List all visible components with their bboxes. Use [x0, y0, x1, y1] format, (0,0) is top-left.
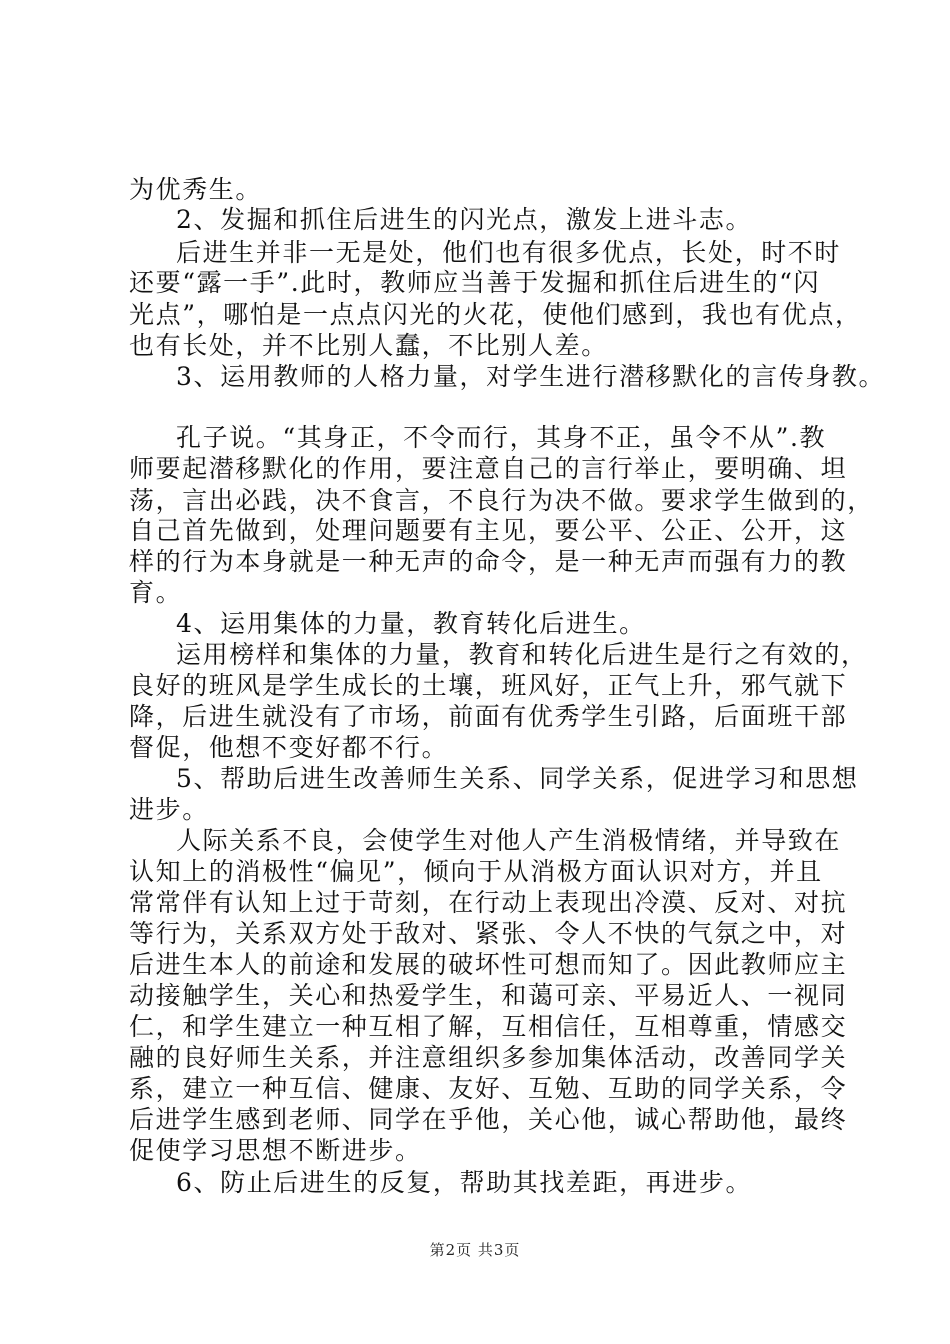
text-line: 督促，他想不变好都不行。 [129, 733, 449, 762]
text-line: 认知上的消极性“偏见”，倾向于从消极方面认识对方，并且 [129, 857, 823, 886]
text-line: 仁，和学生建立一种互相了解，互相信任，互相尊重，情感交 [129, 1012, 848, 1041]
text-line: 等行为，关系双方处于敌对、紧张、令人不快的气氛之中，对 [129, 919, 848, 948]
page-number-footer: 第2页 共3页 [429, 1241, 521, 1259]
text-line: 常常伴有认知上过于苛刻，在行动上表现出冷漠、反对、对抗 [129, 888, 848, 917]
text-line: 人际关系不良，会使学生对他人产生消极情绪，并导致在 [176, 826, 842, 855]
text-line: 融的良好师生关系，并注意组织多参加集体活动，改善同学关 [129, 1043, 848, 1072]
text-line: 促使学习思想不断进步。 [129, 1136, 422, 1165]
text-line: 降，后进生就没有了市场，前面有优秀学生引路，后面班干部 [129, 702, 848, 731]
text-line: 也有长处，并不比别人蠢，不比别人差。 [129, 331, 608, 360]
text-line: 光点”，哪怕是一点点闪光的火花，使他们感到，我也有优点， [129, 300, 862, 329]
section-heading: 4、运用集体的力量，教育转化后进生。 [176, 609, 646, 638]
text-line: 师要起潜移默化的作用，要注意自己的言行举止，要明确、坦 [129, 454, 848, 483]
section-heading: 2、发掘和抓住后进生的闪光点，激发上进斗志。 [176, 205, 753, 234]
text-line: 后进学生感到老师、同学在乎他，关心他，诚心帮助他，最终 [129, 1105, 848, 1134]
text-line: 后进生本人的前途和发展的破坏性可想而知了。因此教师应主 [129, 950, 848, 979]
text-line: 后进生并非一无是处，他们也有很多优点，长处，时不时 [176, 238, 842, 267]
section-heading: 5、帮助后进生改善师生关系、同学关系，促进学习和思想 [176, 764, 859, 793]
text-line: 样的行为本身就是一种无声的命令，是一种无声而强有力的教 [129, 547, 848, 576]
text-line: 动接触学生，关心和热爱学生，和蔼可亲、平易近人、一视同 [129, 981, 848, 1010]
text-line: 孔子说。“其身正，不令而行，其身不正，虽令不从”.教 [176, 423, 827, 452]
text-line: 进步。 [129, 795, 209, 824]
text-line: 还要“露一手”.此时，教师应当善于发掘和抓住后进生的“闪 [129, 268, 821, 297]
text-line: 自己首先做到，处理问题要有主见，要公平、公正、公开，这 [129, 516, 848, 545]
text-line: 荡，言出必践，决不食言，不良行为决不做。要求学生做到的， [129, 486, 874, 515]
text-line: 运用榜样和集体的力量，教育和转化后进生是行之有效的， [176, 640, 868, 669]
text-line: 育。 [129, 578, 183, 607]
text-line: 良好的班风是学生成长的土壤，班风好，正气上升，邪气就下 [129, 671, 848, 700]
text-line: 系，建立一种互信、健康、友好、互勉、互助的同学关系，令 [129, 1074, 848, 1103]
section-heading: 6、防止后进生的反复，帮助其找差距，再进步。 [176, 1168, 753, 1197]
text-line: 为优秀生。 [129, 175, 263, 204]
section-heading: 3、运用教师的人格力量，对学生进行潜移默化的言传身教。 [176, 362, 886, 391]
